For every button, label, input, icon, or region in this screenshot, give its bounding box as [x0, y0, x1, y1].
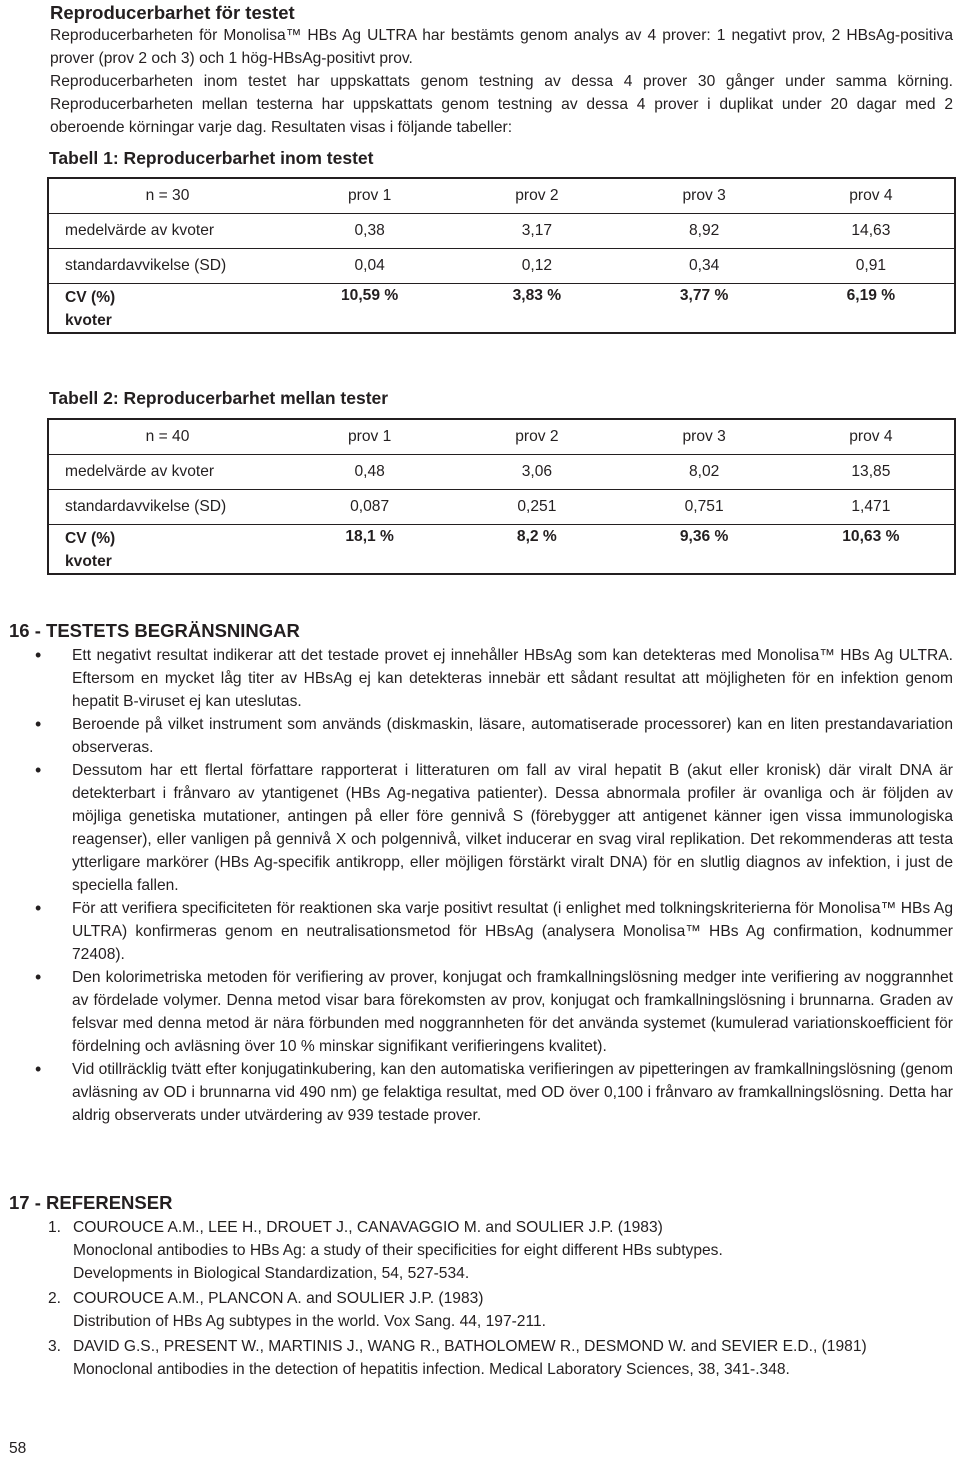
table-cell: 6,19 % [846, 287, 896, 304]
table-header-cell: prov 2 [453, 178, 620, 214]
table-cell: 3,17 [453, 214, 620, 249]
ref-number: 2. [48, 1290, 62, 1307]
ref-authors: COUROUCE A.M., LEE H., DROUET J., CANAVAGGIO M. and SOULIER J.P. (1983) [73, 1219, 663, 1236]
table-cell: 0,04 [286, 249, 453, 284]
list-item: • Vid otillräcklig tvätt efter konjugatinkubering, kan den automatiska verifieringen av pipetteringen av framkallningslösning (genom avläsning av OD i brunnarna vid 490 nm) ge felaktiga resultat, med OD över 0,100 i frånvaro av framkallningslösning. Detta har aldrig observerats under utvärdering av 939 testade prover. [35, 1058, 953, 1127]
table-header-cell: prov 1 [286, 419, 453, 455]
cv-label: CV (%) [65, 289, 116, 306]
table-cell: 3,83 % [512, 287, 562, 304]
table-cell: 0,38 [286, 214, 453, 249]
table-cell: 0,12 [453, 249, 620, 284]
table-cell: 0,251 [453, 490, 620, 525]
table-header-cell: prov 2 [453, 419, 620, 455]
table-cell: 8,02 [621, 455, 788, 490]
limitations-list [35, 644, 953, 1127]
row-label: medelvärde av kvoter [48, 214, 286, 249]
table-row [48, 178, 955, 214]
table1 [47, 177, 956, 334]
table-cell: 18,1 % [345, 528, 394, 545]
intro-heading: Reproducerbarhet för testet [50, 2, 295, 23]
ref-number: 3. [48, 1338, 62, 1355]
table-header-cell: n = 30 [48, 178, 286, 214]
table2-title: Tabell 2: Reproducerbarhet mellan tester [49, 388, 389, 408]
table1-title: Tabell 1: Reproducerbarhet inom testet [49, 148, 374, 168]
table-cell: 0,087 [286, 490, 453, 525]
table-cell: 1,471 [788, 490, 955, 525]
table-cell: 3,77 % [679, 287, 729, 304]
table-cell: 8,2 % [516, 528, 557, 545]
table-header-cell: prov 1 [286, 178, 453, 214]
page-number: 58 [9, 1440, 27, 1457]
list-item [48, 1287, 953, 1333]
ref-number: 1. [48, 1219, 62, 1236]
row-label: medelvärde av kvoter [48, 455, 286, 490]
list-item: • Ett negativt resultat indikerar att det testade provet ej innehåller HBsAg som kan detekteras med Monolisa™ HBs Ag ULTRA. Eftersom en mycket låg titer av HBsAg ej kan detekteras innebär ett sådant resultat att möjligheten för en infektion genom hepatit B-viruset ej kan uteslutas. [35, 644, 953, 713]
section17-heading: 17 - REFERENSER [9, 1192, 173, 1213]
intro-section [50, 2, 953, 139]
table-cell: 9,36 % [679, 528, 729, 545]
list-item: • Dessutom har ett flertal författare rapporterat i litteraturen om fall av viral hepatit B (akut eller kronisk) där viralt DNA är detekterbart i frånvaro av ytantigenet (HBs Ag-negativa patienter). Dessa abnormala profiler är ovanliga och är följden av möjliga genetiska mutationer, antingen på eller före gennivå S (förebygger att antigenet känner igen vissa immunologiska reagenser), eller vanligen på gennivå X och polgennivå, vilket inducerar en svag viral replikation. Det rekommenderas att testa ytterligare markörer (HBs Ag-specifik antikropp, eller möjligen förstärkt viralt DNA) för en slutlig diagnos av infektion, i just de speciella fallen. [35, 759, 953, 897]
list-item [48, 1335, 953, 1381]
ref-title: Distribution of HBs Ag subtypes in the world. Vox Sang. 44, 197-211. [73, 1313, 546, 1330]
row-label: standardavvikelse (SD) [48, 490, 286, 525]
table-cell: 0,48 [286, 455, 453, 490]
list-item: • Den kolorimetriska metoden för verifiering av prover, konjugat och framkallningslösning medger inte verifiering av noggrannhet av fördelade volymer. Denna metod visar bara förekomsten av prov, konjugat och framkallningslösning i brunnarna. Graden av felsvar med denna metod är nära förbunden med noggrannheten för det använda systemet (kumulerad variationskoefficient för fördelning och avläsning över 10 % minskar signifikant verifieringens kvalitet). [35, 966, 953, 1058]
table-cell: 14,63 [788, 214, 955, 249]
cv-sublabel: kvoter [65, 312, 112, 329]
intro-paragraph-2: Reproducerbarheten inom testet har uppskattats genom testning av dessa 4 prover 30 gånger under samma körning. Reproducerbarheten mellan testerna har uppskattats genom testning av dessa 4 prover i duplikat under 20 dagar med 2 oberoende körningar varje dag. Resultaten visas i följande tabeller: [50, 73, 953, 136]
list-item: • För att verifiera specificiteten för reaktionen ska varje positivt resultat (i enlighet med tolkningskriterierna för Monolisa™ HBs Ag ULTRA) konfirmeras genom en neutralisationsmetod för HBsAg (analysera Monolisa™ HBs Ag confirmation, kodnummer 72408). [35, 897, 953, 966]
table-cell: 10,63 % [842, 528, 900, 545]
table-row [48, 284, 955, 334]
table-header-cell: prov 3 [621, 178, 788, 214]
table-header-cell: prov 3 [621, 419, 788, 455]
list-item: • Beroende på vilket instrument som används (diskmaskin, läsare, automatiserade processorer) kan en liten prestandavariation observeras. [35, 713, 953, 759]
row-label [48, 284, 286, 334]
ref-authors: COUROUCE A.M., PLANCON A. and SOULIER J.P. (1983) [73, 1290, 484, 1307]
row-label: standardavvikelse (SD) [48, 249, 286, 284]
cv-sublabel: kvoter [65, 553, 112, 570]
intro-paragraph-1: Reproducerbarheten för Monolisa™ HBs Ag ULTRA har bestämts genom analys av 4 prover: 1 negativt prov, 2 HBsAg-positiva prover (prov 2 och 3) och 1 hög-HBsAg-positivt prov. [50, 27, 953, 67]
cv-label: CV (%) [65, 530, 116, 547]
references-list [48, 1216, 953, 1383]
table2 [47, 418, 956, 575]
table-row [48, 214, 955, 249]
table-cell: 0,751 [621, 490, 788, 525]
table-row [48, 455, 955, 490]
ref-title: Monoclonal antibodies to HBs Ag: a study of their specificities for eight different HBs subtypes. [73, 1242, 723, 1259]
table-cell: 0,34 [621, 249, 788, 284]
table-row [48, 419, 955, 455]
table-cell: 3,06 [453, 455, 620, 490]
table-cell: 10,59 % [341, 287, 399, 304]
table-header-cell: prov 4 [788, 178, 955, 214]
table-header-cell: prov 4 [788, 419, 955, 455]
ref-title: Monoclonal antibodies in the detection of hepatitis infection. Medical Laboratory Sciences, 38, 341-.348. [73, 1361, 790, 1378]
table-cell: 13,85 [788, 455, 955, 490]
row-label [48, 525, 286, 575]
ref-source: Developments in Biological Standardization, 54, 527-534. [73, 1265, 470, 1282]
table-header-cell: n = 40 [48, 419, 286, 455]
ref-authors: DAVID G.S., PRESENT W., MARTINIS J., WANG R., BATHOLOMEW R., DESMOND W. and SEVIER E.D., (1981) [73, 1338, 867, 1355]
table-row [48, 249, 955, 284]
table-row [48, 490, 955, 525]
list-item [48, 1216, 953, 1285]
table-cell: 8,92 [621, 214, 788, 249]
section16-heading: 16 - TESTETS BEGRÄNSNINGAR [9, 620, 300, 641]
table-row [48, 525, 955, 575]
table-cell: 0,91 [788, 249, 955, 284]
